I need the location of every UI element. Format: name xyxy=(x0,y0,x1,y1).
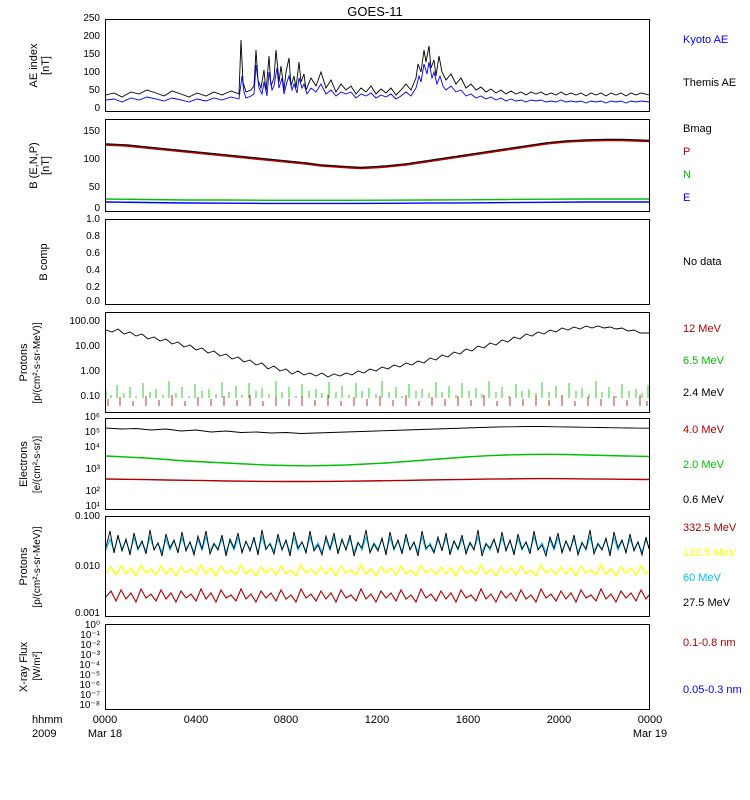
panel-xray-ytick-3: 10⁻³ xyxy=(80,650,100,661)
panel-ae-index-ytick-2: 150 xyxy=(83,49,100,60)
panel-xray-flux xyxy=(105,624,650,710)
legend-4p0-mev: 4.0 MeV xyxy=(683,424,724,436)
panel-xray-ytick-5: 10⁻⁵ xyxy=(79,670,100,681)
panel-xray-ytick-4: 10⁻⁴ xyxy=(79,660,100,671)
panel-xray-ytick-7: 10⁻⁷ xyxy=(79,690,100,701)
xtick-6: 0000 xyxy=(637,714,663,726)
panel-xray-ylabel-units: [W/m²] xyxy=(32,651,43,681)
legend-12-mev: 12 MeV xyxy=(683,323,721,335)
panel-electrons-ytick-3: 10³ xyxy=(85,464,100,475)
panel-protons-lo xyxy=(105,516,650,617)
panel-b-comp-ytick-0: 1.0 xyxy=(86,214,100,225)
x-axis-end-date: Mar 19 xyxy=(632,728,668,740)
panel-protons-hi-ylabel-units: [p/(cm²-s-sr-MeV)] xyxy=(32,322,43,404)
xtick-3: 1200 xyxy=(364,714,390,726)
legend-6p5-mev: 6.5 MeV xyxy=(683,355,724,367)
panel-ae-index-ytick-1: 200 xyxy=(83,31,100,42)
panel-b-comp-ytick-1: 0.8 xyxy=(86,231,100,242)
panel-electrons-ytick-0: 10⁶ xyxy=(84,412,100,423)
panel-electrons-plot xyxy=(106,419,649,509)
panel-b-comp xyxy=(105,219,650,305)
panel-xray-ylabel: X-ray Flux xyxy=(18,641,30,693)
legend-bmag: Bmag xyxy=(683,123,712,135)
panel-b-comp-ytick-5: 0.0 xyxy=(86,296,100,307)
panel-ae-index-plot xyxy=(106,20,649,111)
panel-electrons-ylabel: Electrons xyxy=(18,441,30,487)
panel-electrons-ylabel-units: [e/(cm²-s-sr)] xyxy=(32,435,43,494)
panel-protons-hi-ytick-2: 1.00 xyxy=(80,366,100,377)
panel-ae-index-ytick-5: 0 xyxy=(94,103,100,114)
xtick-2: 0800 xyxy=(273,714,299,726)
panel-b-comp-ylabel: B comp xyxy=(38,243,50,281)
legend-332p5-mev: 332.5 MeV xyxy=(683,522,737,534)
panel-protons-hi-ytick-0: 100.00 xyxy=(69,316,100,327)
panel-electrons-ytick-1: 10⁵ xyxy=(84,427,100,438)
panel-protons-hi-plot xyxy=(106,313,649,412)
x-axis-corner-hhmm: hhmm xyxy=(32,714,63,726)
panel-ae-index-ytick-0: 250 xyxy=(83,13,100,24)
legend-0p6-mev: 0.6 MeV xyxy=(683,494,724,506)
panel-protons-lo-ytick-0: 0.100 xyxy=(74,511,100,522)
panel-b-enp-ytick-1: 100 xyxy=(83,154,100,165)
panel-b-enp-ylabel: B (E,N,P) [nT] xyxy=(28,142,52,189)
legend-2p0-mev: 2.0 MeV xyxy=(683,459,724,471)
panel-protons-hi-ylabel: Protons xyxy=(18,343,30,382)
panel-ae-index-ytick-4: 50 xyxy=(88,85,100,96)
xtick-4: 1600 xyxy=(455,714,481,726)
x-axis-start-date: Mar 18 xyxy=(87,728,123,740)
xtick-1: 0400 xyxy=(183,714,209,726)
panel-b-enp-ytick-3: 0 xyxy=(94,203,100,214)
legend-60-mev: 60 MeV xyxy=(683,572,721,584)
panel-xray-ytick-6: 10⁻⁶ xyxy=(79,680,100,691)
panel-protons-lo-plot xyxy=(106,517,649,616)
legend-0p1-0p8-nm: 0.1-0.8 nm xyxy=(683,637,736,649)
panel-protons-lo-ylabel-units: [p/(cm²-s-sr-MeV)] xyxy=(32,526,43,608)
panel-b-enp-plot xyxy=(106,120,649,211)
panel-protons-lo-ytick-1: 0.010 xyxy=(74,561,100,572)
panel-b-comp-ytick-3: 0.4 xyxy=(86,265,100,276)
panel-ae-index xyxy=(105,19,650,112)
panel-ae-index-ytick-3: 100 xyxy=(83,67,100,78)
panel-electrons-ytick-5: 10¹ xyxy=(85,501,100,512)
panel-electrons-ytick-2: 10⁴ xyxy=(84,442,100,453)
legend-27p5-mev: 27.5 MeV xyxy=(683,597,731,609)
legend-122p5-mev: 122.5 MeV xyxy=(683,547,737,559)
panel-protons-hi-ytick-1: 10.00 xyxy=(74,341,100,352)
panel-electrons-ytick-4: 10² xyxy=(85,486,100,497)
xtick-0: 0000 xyxy=(92,714,118,726)
legend-no-data: No data xyxy=(683,256,722,268)
legend-0p05-0p3-nm: 0.05-0.3 nm xyxy=(683,684,742,696)
legend-e: E xyxy=(683,192,691,204)
panel-b-enp-ytick-2: 50 xyxy=(88,182,100,193)
legend-p: P xyxy=(683,146,691,158)
panel-protons-lo-ylabel: Protons xyxy=(18,547,30,586)
panel-b-enp xyxy=(105,119,650,212)
panel-b-comp-ytick-4: 0.2 xyxy=(86,282,100,293)
page-title: GOES-11 xyxy=(347,4,403,19)
legend-2p4-mev: 2.4 MeV xyxy=(683,387,724,399)
panel-protons-lo-ytick-2: 0.001 xyxy=(74,608,100,619)
legend-n: N xyxy=(683,169,691,181)
panel-electrons xyxy=(105,418,650,510)
x-axis-corner-year: 2009 xyxy=(32,728,57,740)
panel-xray-ytick-2: 10⁻² xyxy=(80,640,100,651)
xtick-5: 2000 xyxy=(546,714,572,726)
panel-xray-ytick-0: 10⁰ xyxy=(84,620,100,631)
panel-protons-hi xyxy=(105,312,650,413)
panel-ae-index-ylabel: AE index [nT] xyxy=(28,43,52,88)
panel-b-enp-ytick-0: 150 xyxy=(83,126,100,137)
panel-xray-ytick-8: 10⁻⁸ xyxy=(79,700,100,711)
legend-kyoto-ae: Kyoto AE xyxy=(683,34,729,46)
panel-xray-ytick-1: 10⁻¹ xyxy=(80,630,100,641)
legend-themis-ae: Themis AE xyxy=(683,77,737,89)
panel-protons-hi-ytick-3: 0.10 xyxy=(80,391,100,402)
panel-b-comp-ytick-2: 0.6 xyxy=(86,248,100,259)
